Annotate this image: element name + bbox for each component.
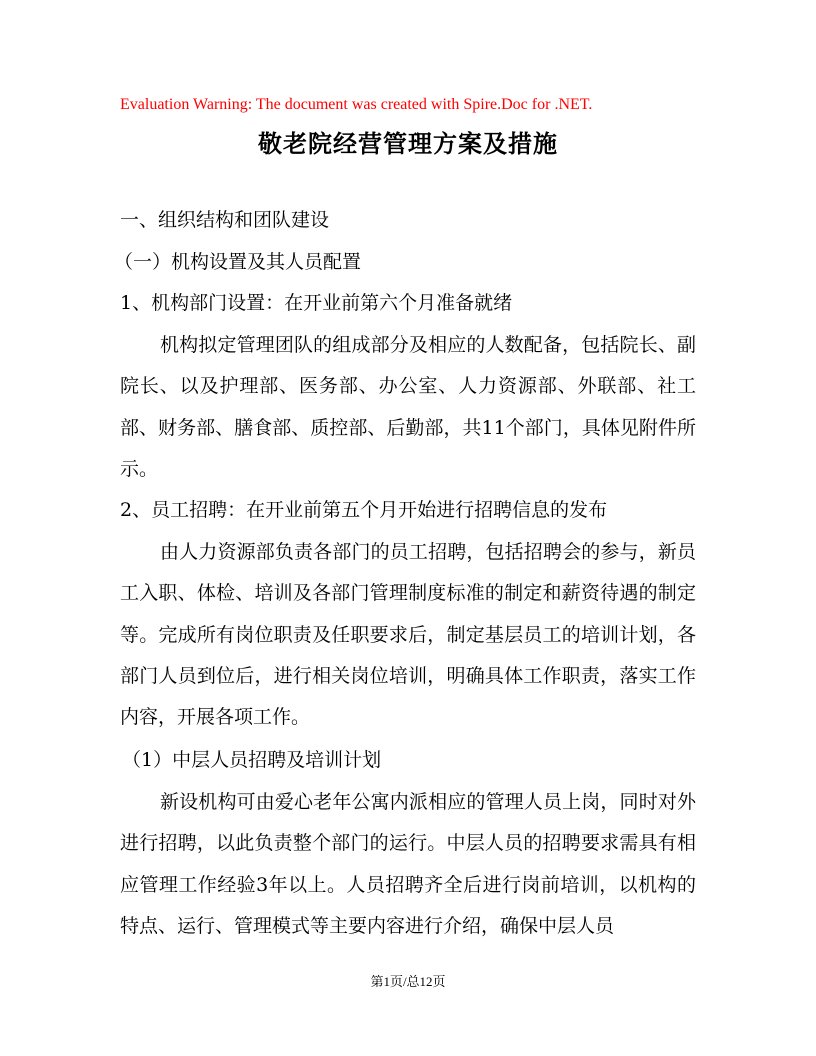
subitem-heading-1: （1）中层人员招聘及培训计划 (122, 749, 382, 771)
item-heading-1: 1、机构部门设置：在开业前第六个月准备就绪 (120, 292, 513, 314)
subsection-heading: （一）机构设置及其人员配置 (114, 251, 362, 273)
paragraph-1: 机构拟定管理团队的组成部分及相应的人数配备，包括院长、副院长、以及护理部、医务部、办公室、人力资源部、外联部、社工部、财务部、膳食部、质控部、后勤部，共11个部门，具体见附件所示。 (120, 334, 696, 480)
paragraph-3: 新设机构可由爱心老年公寓内派相应的管理人员上岗，同时对外进行招聘，以此负责整个部门的运行。中层人员的招聘要求需具有相应管理工作经验3年以上。人员招聘齐全后进行岗前培训，以机构的特点、运行、管理模式等主要内容进行介绍，确保中层人员 (120, 791, 696, 937)
page-footer: 第1页/总12页 (370, 974, 446, 989)
document-title: 敬老院经营管理方案及措施 (258, 129, 558, 158)
paragraph-2: 由人力资源部负责各部门的员工招聘，包括招聘会的参与，新员工入职、体检、培训及各部门管理制度标准的制定和薪资待遇的制定等。完成所有岗位职责及任职要求后，制定基层员工的培训计划，各部门人员到位后，进行相关岗位培训，明确具体工作职责，落实工作内容，开展各项工作。 (120, 541, 696, 729)
evaluation-warning: Evaluation Warning: The document was created with Spire.Doc for .NET. (120, 96, 593, 113)
item-heading-2: 2、员工招聘：在开业前第五个月开始进行招聘信息的发布 (120, 499, 608, 521)
section-heading: 一、组织结构和团队建设 (120, 209, 330, 231)
